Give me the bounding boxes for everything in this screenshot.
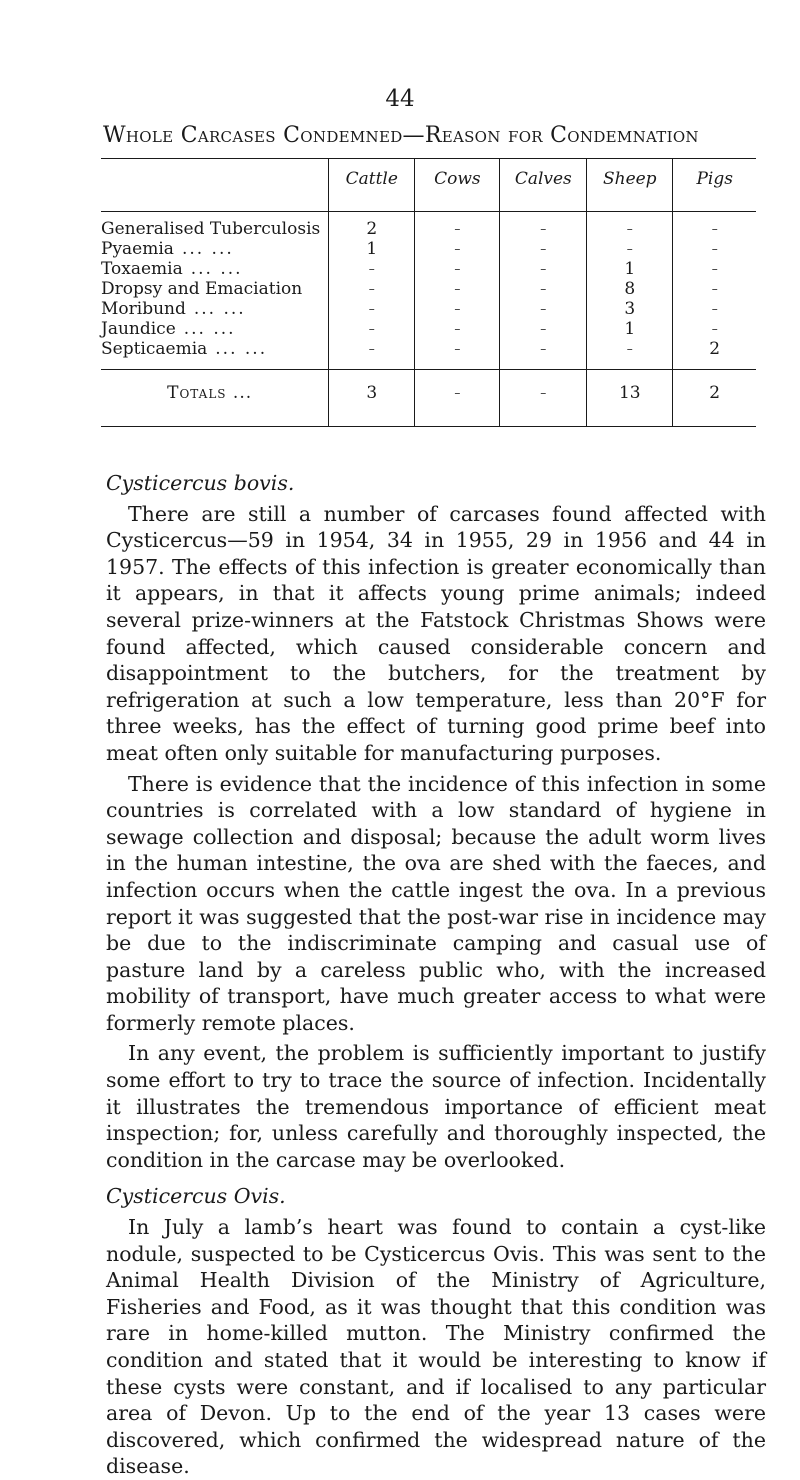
table-header-row — [101, 159, 756, 212]
cell-value: – — [329, 339, 415, 370]
cell-value: – — [329, 279, 415, 299]
cell-value: – — [587, 239, 673, 259]
cell-value: – — [415, 339, 500, 370]
cell-value: 8 — [587, 279, 673, 299]
column-header-cows: Cows — [415, 159, 500, 212]
cell-value: – — [329, 319, 415, 339]
cell-value: – — [500, 239, 587, 259]
cell-value: 1 — [329, 239, 415, 259]
cell-value: – — [415, 319, 500, 339]
row-label: Generalised Tuberculosis — [101, 219, 321, 239]
page-number: 44 — [385, 86, 415, 112]
header-blank-cell — [101, 159, 329, 212]
cell-value: – — [329, 259, 415, 279]
row-label: Septicaemia ... ... — [101, 339, 268, 359]
cell-value: – — [500, 259, 587, 279]
cell-value: – — [500, 319, 587, 339]
totals-label: Totals ... — [101, 370, 329, 427]
paragraph: In any event, the problem is sufficiently important to justify some effort to try to trace the source of infection. Incidentally it illustrates the tremendous importance of efficient meat inspection; for, unless carefully and thoroughly inspected, the condition in the carcase may be overlooked. — [106, 1041, 766, 1172]
table-row — [101, 239, 756, 259]
cell-value: – — [673, 299, 756, 319]
cell-value: 2 — [673, 339, 756, 370]
table-row — [101, 339, 756, 370]
cell-value: – — [415, 259, 500, 279]
cell-value: – — [673, 279, 756, 299]
cell-value: – — [329, 299, 415, 319]
table-row — [101, 319, 756, 339]
cell-value: 1 — [587, 259, 673, 279]
table-row — [101, 259, 756, 279]
table-row — [101, 299, 756, 319]
paragraph: In July a lamb’s heart was found to contain a cyst-like nodule, suspected to be Cysticercus Ovis. This was sent to the Animal Health Division of the Ministry of Agriculture, Fisheries and Food, as it was thought that this condition was rare in home-killed mutton. The Ministry confirmed the condition and stated that it would be interesting to know if these cysts were constant, and if localised to any particular area of Devon. Up to the end of the year 13 cases were discovered, which confirmed the widespread nature of the disease. — [106, 1215, 766, 1479]
total-value: – — [500, 370, 587, 427]
section-heading-cysticercus-ovis: Cysticercus Ovis. — [106, 1184, 286, 1209]
row-label: Moribund ... ... — [101, 299, 246, 319]
cell-value: – — [415, 279, 500, 299]
table-row — [101, 212, 756, 240]
paragraph: There is evidence that the incidence of this infection in some countries is correlated with a low standard of hygiene in sewage collection and disposal; because the adult worm lives in the human intestine, the ova are shed with the faeces, and infection occurs when the cattle ingest the ova. In a previous report it was suggested that the post-war rise in incidence may be due to the indiscriminate camping and casual use of pasture land by a careless public who, with the increased mobility of transport, have much greater access to what were formerly remote places. — [106, 771, 766, 1035]
cell-value: – — [500, 339, 587, 370]
cell-value: – — [415, 212, 500, 240]
total-value: 13 — [587, 370, 673, 427]
totals-row — [101, 370, 756, 427]
row-label: Pyaemia ... ... — [101, 239, 234, 259]
row-label: Jaundice ... ... — [101, 319, 236, 339]
column-header-calves: Calves — [500, 159, 587, 212]
total-value: 3 — [329, 370, 415, 427]
column-header-sheep: Sheep — [587, 159, 673, 212]
section-heading-cysticercus-bovis: Cysticercus bovis. — [106, 471, 295, 495]
cell-value: – — [673, 239, 756, 259]
column-header-cattle: Cattle — [329, 159, 415, 212]
column-header-pigs: Pigs — [673, 159, 756, 212]
cell-value: 1 — [587, 319, 673, 339]
cell-value: – — [587, 339, 673, 370]
cell-value: – — [500, 279, 587, 299]
paragraph: There are still a number of carcases found affected with Cysticercus—59 in 1954, 34 in 1955, 29 in 1956 and 44 in 1957. The effects of this infection is greater economically than it appears, in that it affects young prime animals; indeed several prize-winners at the Fatstock Christmas Shows were found affected, which caused considerable concern and disappointment to the butchers, for the treatment by refrigeration at such a low temperature, less than 20°F for three weeks, has the effect of turning good prime beef into meat often only suitable for manufacturing purposes. — [106, 501, 766, 765]
cell-value: – — [587, 212, 673, 240]
cell-value: – — [673, 319, 756, 339]
cell-value: – — [673, 259, 756, 279]
condemnation-table — [101, 158, 756, 427]
table-row — [101, 279, 756, 299]
page-title: Whole Carcases Condemned—Reason for Condemnation — [103, 123, 699, 148]
total-value: 2 — [673, 370, 756, 427]
row-label: Toxaemia ... ... — [101, 259, 243, 279]
body-text — [106, 470, 766, 1480]
row-label: Dropsy and Emaciation — [101, 279, 303, 299]
total-value: – — [415, 370, 500, 427]
cell-value: 2 — [329, 212, 415, 240]
cell-value: – — [673, 212, 756, 240]
cell-value: – — [415, 299, 500, 319]
cell-value: – — [500, 212, 587, 240]
cell-value: 3 — [587, 299, 673, 319]
cell-value: – — [415, 239, 500, 259]
cell-value: – — [500, 299, 587, 319]
